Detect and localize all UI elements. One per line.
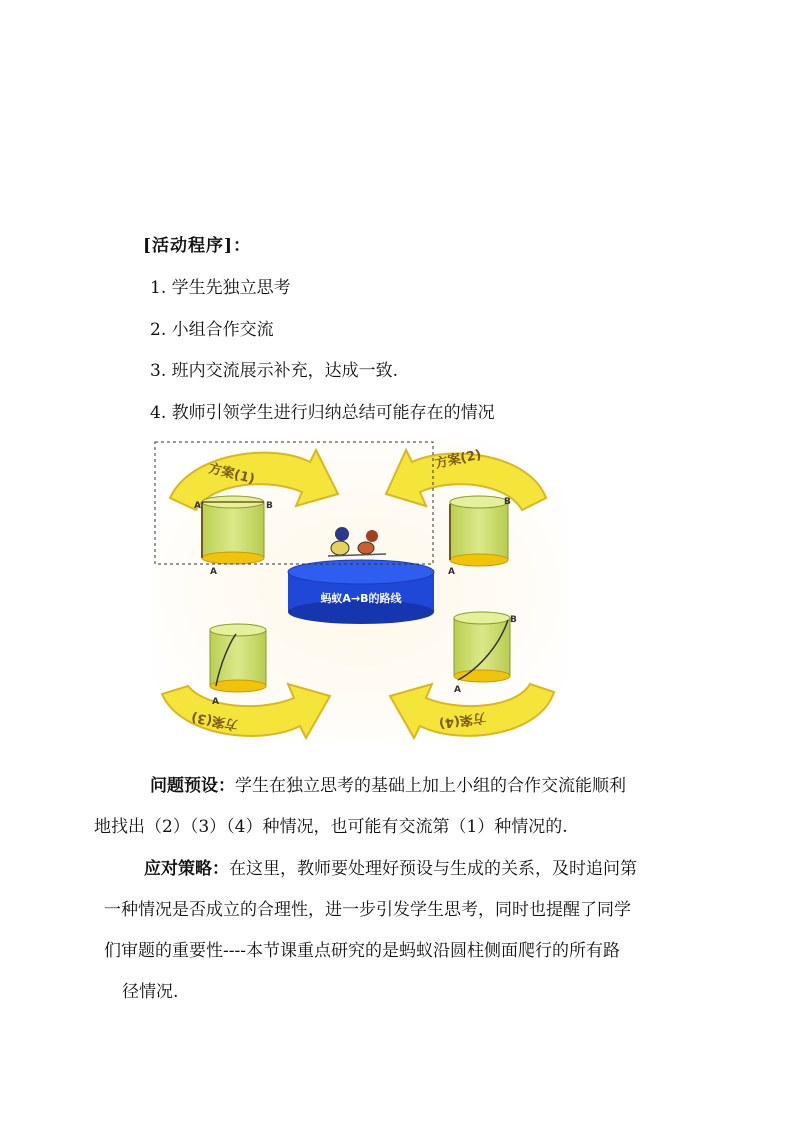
strategy-line-3: 们审题的重要性----本节课重点研究的是蚂蚁沿圆柱侧面爬行的所有路	[104, 941, 620, 961]
problem-lead: 问题预设：	[150, 776, 235, 796]
scheme-1-label: 方案(1)	[207, 461, 257, 488]
cylinder-3	[210, 624, 266, 692]
cyl4-a-label: A	[454, 685, 461, 695]
step-1: 1. 学生先独立思考	[150, 278, 291, 298]
problem-line-2: 地找出（2）（3）（4）种情况，也可能有交流第（1）种情况的.	[94, 817, 568, 837]
cyl3-a-label: A	[212, 697, 219, 707]
strategy-line-2: 一种情况是否成立的合理性，进一步引发学生思考，同时也提醒了同学	[104, 900, 631, 920]
cylinder-2	[450, 496, 508, 566]
cyl1-b-label: B	[266, 501, 273, 511]
cyl2-a-label: A	[448, 567, 455, 577]
scheme-3-label: 方案(3)	[190, 709, 240, 733]
step-2: 2. 小组合作交流	[150, 320, 274, 340]
step-4: 4. 教师引领学生进行归纳总结可能存在的情况	[150, 403, 495, 423]
cylinder-4	[454, 612, 510, 682]
ant-path-figure	[150, 436, 570, 746]
scheme-2-label: 方案(2)	[433, 447, 483, 472]
problem-line-1: 学生在独立思考的基础上加上小组的合作交流能顺利	[235, 776, 626, 796]
strategy-lead: 应对策略：	[144, 859, 229, 879]
cyl2-b-label: B	[504, 497, 511, 507]
cylinder-1	[202, 496, 264, 564]
strategy-line-4: 径情况.	[122, 982, 179, 1002]
problem-paragraph	[94, 766, 694, 848]
activity-heading: [活动程序]：	[143, 236, 252, 256]
step-3: 3. 班内交流展示补充，达成一致.	[150, 361, 399, 381]
scheme-4-label: 方案(4)	[437, 709, 487, 731]
strategy-line-1: 在这里，教师要处理好预设与生成的关系，及时追问第	[229, 859, 637, 879]
cyl1-a-label: A	[210, 567, 217, 577]
cyl4-b-label: B	[510, 615, 517, 625]
center-disc-label: 蚂蚁A→B的路线	[320, 592, 402, 605]
cyl1-aprime-label: A'	[194, 501, 204, 511]
strategy-paragraph	[94, 849, 694, 1013]
